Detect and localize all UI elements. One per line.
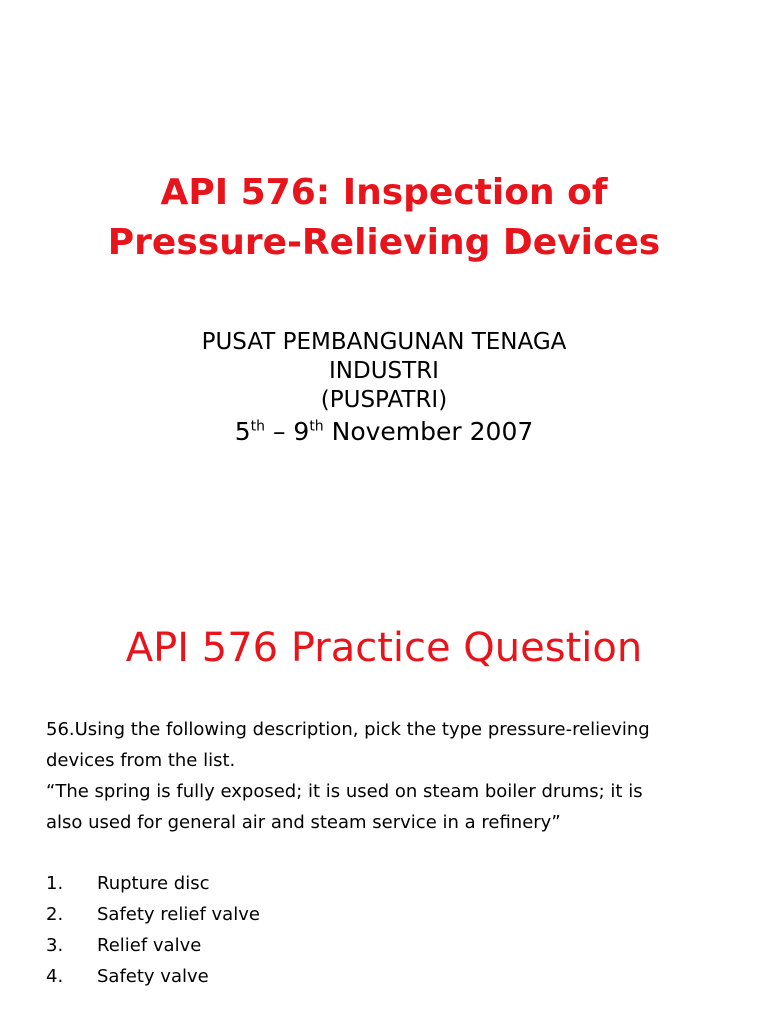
title-line-1: API 576: Inspection of — [160, 172, 608, 213]
presentation-title — [0, 168, 768, 268]
organization-abbreviation: (PUSPATRI) — [320, 387, 448, 413]
option-number: 4. — [46, 966, 64, 987]
answer-option — [46, 899, 726, 930]
answer-option — [46, 930, 726, 961]
title-line-2: Pressure-Relieving Devices — [107, 222, 661, 263]
date-start-suffix: th — [250, 418, 265, 435]
answer-options — [46, 868, 726, 992]
option-number: 2. — [46, 904, 64, 925]
question-slide-title: API 576 Practice Question — [125, 625, 643, 671]
date-separator: – — [265, 417, 294, 446]
organization-line-1: PUSAT PEMBANGUNAN TENAGA — [201, 329, 567, 355]
date-start-day: 5 — [234, 417, 251, 446]
event-date — [0, 415, 768, 449]
question-text — [46, 714, 726, 838]
date-month-year: November 2007 — [323, 417, 534, 446]
answer-option — [46, 961, 726, 992]
question-line-1: 56.Using the following description, pick the type pressure-relieving — [46, 719, 650, 740]
option-number: 1. — [46, 873, 64, 894]
answer-option — [46, 868, 726, 899]
option-label: Safety valve — [97, 966, 209, 987]
option-label: Safety relief valve — [97, 904, 260, 925]
presentation-subtitle — [0, 328, 768, 449]
option-number: 3. — [46, 935, 64, 956]
question-slide — [0, 576, 768, 1024]
option-label: Rupture disc — [97, 873, 210, 894]
question-line-2: devices from the list. — [46, 750, 236, 771]
organization-line-2: INDUSTRI — [329, 358, 439, 384]
quote-line-2: also used for general air and steam service in a refinery” — [46, 812, 561, 833]
quote-line-1: “The spring is fully exposed; it is used on steam boiler drums; it is — [46, 781, 643, 802]
date-end-suffix: th — [309, 418, 324, 435]
date-end-day: 9 — [293, 417, 310, 446]
option-label: Relief valve — [97, 935, 202, 956]
